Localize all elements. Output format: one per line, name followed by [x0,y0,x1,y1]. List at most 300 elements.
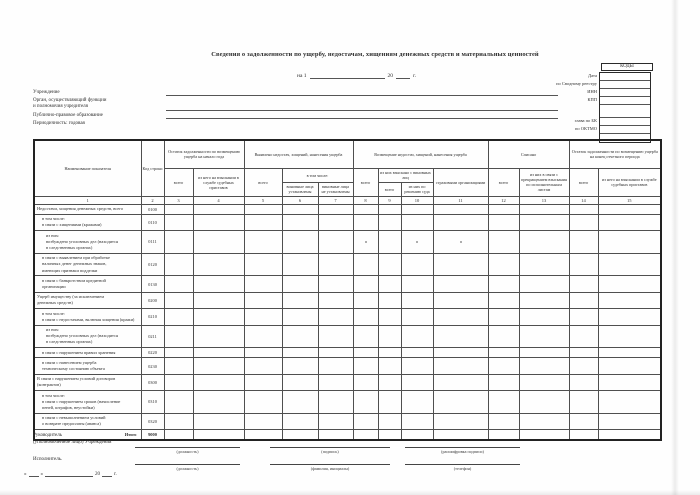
data-cell-col8 [353,413,378,429]
header-name: Наименование показателя [34,140,141,196]
row-code: 0120 [141,253,164,276]
header-col4: из него на взыскании в службе судебных приставов [193,168,244,196]
data-cell-col11 [433,358,488,374]
info-label: Учреждение [33,90,60,95]
signature-line [270,444,390,448]
data-cell-col8 [353,204,378,214]
data-cell-col8 [353,374,378,390]
info-label: Публично-правовое образование [33,112,103,118]
data-cell-col12 [488,253,519,276]
data-cell-col10 [401,276,433,292]
data-cell-col11 [433,413,488,429]
header-col9-10-group: из них взыскано с виновных лиц [378,168,433,182]
column-number: 3 [164,196,193,204]
data-cell-col15 [598,276,661,292]
data-cell-col13 [519,231,569,254]
row-name: Недостачи, хищения денежных средств, всего [34,204,141,214]
column-number: 13 [519,196,569,204]
signature-line [405,461,520,465]
data-cell-col5 [244,374,282,390]
data-cell-col6 [282,204,318,214]
signature-segment [135,461,240,471]
codes-box-header-row [519,63,655,71]
data-cell-col14 [569,214,598,230]
header-col9-total: всего [378,182,401,196]
info-label: Периодичность: годовая [33,120,85,126]
data-cell-col9 [378,253,401,276]
header-col15: из него на взыскании в службе судебных приставов [598,168,661,196]
info-label: Орган, осуществляющий функции и полномочия учредителя [33,98,107,110]
data-cell-col8 [353,231,378,254]
row-code: 0130 [141,276,164,292]
signature-sublabel: (фамилия, инициалы) [310,466,350,471]
data-cell-col14 [569,358,598,374]
data-cell-col15 [598,231,661,254]
data-cell-col13 [519,358,569,374]
scan-speck [460,241,462,243]
footer-date-line [24,472,117,477]
data-cell-col11 [433,430,488,441]
data-cell-col14 [569,348,598,358]
data-cell-col12 [488,430,519,441]
table-row [34,309,661,325]
scan-page-edge [671,0,679,495]
column-number: 2 [141,196,164,204]
row-code: 0300 [141,374,164,390]
data-cell-col13 [519,204,569,214]
column-number: 8 [353,196,378,204]
data-cell-col12 [488,374,519,390]
table-row [34,214,661,230]
codes-value-cell [600,73,650,81]
data-cell-col11 [433,292,488,308]
data-cell-col13 [519,292,569,308]
data-cell-col3 [164,231,193,254]
data-cell-col3 [164,325,193,348]
data-cell-col7 [318,348,353,358]
data-cell-col14 [569,413,598,429]
data-cell-col8 [353,309,378,325]
data-cell-col7 [318,253,353,276]
row-name: В связи с нарушением условий договоров (контрактов) [34,374,141,390]
data-cell-col3 [164,292,193,308]
row-code: 0211 [141,325,164,348]
info-row [33,121,660,127]
data-cell-col9 [378,309,401,325]
column-number: 14 [569,196,598,204]
data-cell-col7 [318,309,353,325]
data-cell-col14 [569,276,598,292]
data-cell-col4 [193,292,244,308]
column-number: 11 [433,196,488,204]
data-cell-col10 [401,204,433,214]
data-cell-col9 [378,358,401,374]
data-cell-col8 [353,253,378,276]
info-row [33,90,660,96]
data-cell-col8 [353,276,378,292]
data-cell-col6 [282,391,318,414]
scan-speck [365,241,367,243]
row-name: в том числе: в связи с недостачами, включая хищения (кражи) [34,309,141,325]
scan-bottom-edge [0,490,700,495]
fill-in-line [166,107,558,111]
header-col8-total: всего [353,168,378,196]
data-cell-col6 [282,309,318,325]
codes-row-label: по ОКТМО [575,126,597,131]
row-code: 0111 [141,231,164,254]
row-name: из них: возбуждено уголовных дел (находится в следственных органах) [34,231,141,254]
data-cell-col6 [282,325,318,348]
data-cell-col15 [598,292,661,308]
table-row [34,430,661,441]
data-cell-col4 [193,253,244,276]
signature-segment [270,444,390,454]
data-cell-col14 [569,292,598,308]
data-cell-col12 [488,391,519,414]
header-in-total: в том числе: [282,168,353,182]
column-number: 5 [244,196,282,204]
row-name: Итого [34,430,141,441]
footer-century: 20 [95,472,100,477]
data-cell-col4 [193,413,244,429]
data-cell-col10 [401,231,433,254]
data-cell-col12 [488,204,519,214]
table-row [34,325,661,348]
data-cell-col6 [282,430,318,441]
codes-value-cell [600,81,650,89]
data-cell-col7 [318,413,353,429]
codes-row-label: Дата [588,73,597,78]
data-cell-col10 [401,325,433,348]
table-row [34,391,661,414]
data-cell-col11 [433,214,488,230]
data-cell-col4 [193,358,244,374]
header-col11: страховыми организациями [433,168,488,196]
header-col13: из них в связи с прекращением взыскания по исполнительным листам [519,168,569,196]
header-col12-total: всего [488,168,519,196]
row-name: в связи с нарушением правил хранения [34,348,141,358]
data-cell-col8 [353,391,378,414]
header-col10: из них по решению суда [401,182,433,196]
data-cell-col10 [401,348,433,358]
signature-sublabel: (должность) [176,466,199,471]
data-cell-col12 [488,309,519,325]
data-cell-col8 [353,214,378,230]
data-cell-col12 [488,231,519,254]
signature-line [135,461,240,465]
fill-in-line [166,92,558,96]
head-title-line2: (уполномоченное лицо) Учреждения [33,439,112,445]
data-cell-col15 [598,214,661,230]
data-cell-col5 [244,348,282,358]
column-number: 1 [34,196,141,204]
header-col14-total: всего [569,168,598,196]
data-cell-col9 [378,214,401,230]
header-group-written-off: Списано [488,140,569,168]
data-cell-col15 [598,358,661,374]
data-cell-col10 [401,413,433,429]
data-cell-col13 [519,430,569,441]
data-cell-col6 [282,231,318,254]
signature-row-exec [135,461,520,471]
data-cell-col8 [353,348,378,358]
footer-date-suffix: г. [114,472,117,477]
head-title-line1: Руководитель [33,433,63,438]
date-century: 20 [387,73,394,79]
row-name: в том числе: в связи с нарушением сроков (начисление пеней, штрафов, неустойки) [34,391,141,414]
data-cell-col9 [378,292,401,308]
data-cell-col10 [401,430,433,441]
month-fill-line [45,472,93,477]
data-cell-col5 [244,413,282,429]
data-cell-col11 [433,325,488,348]
column-number: 4 [193,196,244,204]
data-cell-col7 [318,430,353,441]
data-cell-col12 [488,214,519,230]
row-code: 0230 [141,358,164,374]
scan-speck [416,241,418,243]
data-cell-col5 [244,309,282,325]
data-cell-col11 [433,309,488,325]
data-cell-col5 [244,292,282,308]
row-code: 0220 [141,348,164,358]
data-cell-col5 [244,253,282,276]
data-cell-col5 [244,231,282,254]
data-cell-col12 [488,292,519,308]
data-cell-col14 [569,391,598,414]
column-number: 7 [318,196,353,204]
data-cell-col6 [282,253,318,276]
codes-header-spacer [519,63,601,71]
table-row [34,413,661,429]
data-cell-col15 [598,391,661,414]
data-cell-col4 [193,204,244,214]
debt-table [33,139,662,441]
data-cell-col15 [598,413,661,429]
data-cell-col9 [378,231,401,254]
data-cell-col3 [164,391,193,414]
data-cell-col10 [401,391,433,414]
data-cell-col11 [433,231,488,254]
codes-row-label: ИНН [587,89,597,94]
data-cell-col13 [519,309,569,325]
data-cell-col5 [244,276,282,292]
header-group-balance-end: Остаток задолженности по возмещению ущерба на конец отчетного периода [569,140,661,168]
header-group-compensation: Возмещение недостач, хищений, нанесения ущерба [353,140,488,168]
data-cell-col6 [282,276,318,292]
data-cell-col12 [488,348,519,358]
data-cell-col10 [401,358,433,374]
data-cell-col6 [282,348,318,358]
data-cell-col14 [569,374,598,390]
data-cell-col3 [164,309,193,325]
data-cell-col4 [193,391,244,414]
data-cell-col3 [164,374,193,390]
data-cell-col5 [244,214,282,230]
data-cell-col9 [378,348,401,358]
data-cell-col7 [318,292,353,308]
table-row [34,348,661,358]
row-code: 0200 [141,292,164,308]
data-cell-col11 [433,391,488,414]
data-cell-col11 [433,276,488,292]
row-name: из них: возбуждено уголовных дел (находится в следственных органах) [34,325,141,348]
data-cell-col15 [598,204,661,214]
data-cell-col3 [164,430,193,441]
data-cell-col9 [378,276,401,292]
table-row [34,204,661,214]
data-cell-col3 [164,253,193,276]
row-code: 0100 [141,204,164,214]
row-code: 0320 [141,413,164,429]
data-cell-col6 [282,374,318,390]
signature-line [270,461,390,465]
header-group-balance-start: Остаток задолженности по возмещению ущерба на начало года [164,140,244,168]
data-cell-col14 [569,231,598,254]
data-cell-col15 [598,430,661,441]
data-cell-col7 [318,204,353,214]
signature-sublabel: (должность) [176,449,199,454]
column-number: 9 [378,196,401,204]
data-cell-col14 [569,309,598,325]
row-name: в связи с выявлением при обработке наличных денег денежных знаков, имеющих признаки подделки [34,253,141,276]
data-cell-col4 [193,214,244,230]
row-code: 0310 [141,391,164,414]
row-code: 0110 [141,214,164,230]
data-cell-col4 [193,309,244,325]
data-cell-col7 [318,231,353,254]
table-body [34,204,661,440]
data-cell-col12 [488,276,519,292]
header-col3-total: всего [164,168,193,196]
data-cell-col4 [193,276,244,292]
data-cell-col11 [433,253,488,276]
table-header [34,140,661,204]
header-col5-total: всего [244,168,282,196]
data-cell-col13 [519,391,569,414]
data-cell-col8 [353,325,378,348]
data-cell-col13 [519,276,569,292]
info-row [33,113,660,119]
table-row [34,358,661,374]
data-cell-col7 [318,325,353,348]
header-col6: виновные лица установлены [282,182,318,196]
data-cell-col5 [244,325,282,348]
data-cell-col9 [378,413,401,429]
day-fill-line [29,472,39,477]
data-cell-col10 [401,292,433,308]
signature-segment [135,444,240,454]
data-cell-col11 [433,374,488,390]
date-suffix: г. [413,73,417,79]
header-group-found: Выявлено недостач, хищений, нанесения ущерба [244,140,353,168]
footer-year-fill-line [102,472,112,477]
data-cell-col8 [353,292,378,308]
signature-segment [405,461,520,471]
row-name: в связи с невыполнением условий о возврате предоплаты (аванса) [34,413,141,429]
data-cell-col7 [318,276,353,292]
year-fill-line [396,74,410,79]
close-quote: » [40,472,43,477]
signature-head-label [33,433,111,446]
table-row [34,253,661,276]
signature-segment [270,461,390,471]
row-name: Ущерб имуществу (за исключением денежных средств) [34,292,141,308]
data-cell-col9 [378,391,401,414]
data-cell-col5 [244,204,282,214]
table-row [34,276,661,292]
data-cell-col7 [318,391,353,414]
date-fill-line [310,74,385,79]
data-cell-col14 [569,325,598,348]
data-cell-col15 [598,348,661,358]
data-cell-col9 [378,430,401,441]
data-cell-col8 [353,430,378,441]
data-cell-col14 [569,253,598,276]
data-cell-col3 [164,276,193,292]
codes-row-label: глава по БК [574,118,597,123]
executor-label: Исполнитель. [33,457,63,462]
signature-sublabel: (подпись) [321,449,339,454]
data-cell-col10 [401,253,433,276]
data-cell-col7 [318,214,353,230]
data-cell-col13 [519,253,569,276]
signature-sublabel: (расшифровка подписи) [441,449,484,454]
table-row [34,374,661,390]
data-cell-col7 [318,358,353,374]
info-row [33,98,660,110]
data-cell-col3 [164,348,193,358]
signature-line [135,444,240,448]
data-cell-col13 [519,374,569,390]
data-cell-col7 [318,374,353,390]
date-prefix: на 1 [297,73,307,79]
data-cell-col13 [519,348,569,358]
column-number: 12 [488,196,519,204]
data-cell-col9 [378,204,401,214]
signature-segment [405,444,520,454]
row-code: 9000 [141,430,164,441]
data-cell-col3 [164,358,193,374]
data-cell-col10 [401,374,433,390]
row-name: в том числе: в связи с хищениями (кражами) [34,214,141,230]
data-cell-col6 [282,214,318,230]
data-cell-col12 [488,413,519,429]
row-name: в связи с нанесением ущерба техническому состоянию объекта [34,358,141,374]
data-cell-col5 [244,358,282,374]
data-cell-col13 [519,413,569,429]
column-number: 6 [282,196,318,204]
signature-sublabel: (телефон) [453,466,472,471]
data-cell-col12 [488,358,519,374]
row-name: в связи с банкротством кредитной организации [34,276,141,292]
codes-row-label: по Сводному реестру [556,81,597,86]
data-cell-col10 [401,309,433,325]
header-code: Код строки [141,140,164,196]
data-cell-col10 [401,214,433,230]
form-title: Сведения о задолженности по ущербу, недостачам, хищениям денежных средств и материальных ценностей [211,51,539,58]
data-cell-col15 [598,253,661,276]
data-cell-col14 [569,430,598,441]
data-cell-col4 [193,325,244,348]
data-cell-col4 [193,430,244,441]
signature-row-head [135,444,520,454]
data-cell-col5 [244,391,282,414]
data-cell-col4 [193,231,244,254]
data-cell-col11 [433,348,488,358]
data-cell-col12 [488,325,519,348]
data-cell-col6 [282,413,318,429]
